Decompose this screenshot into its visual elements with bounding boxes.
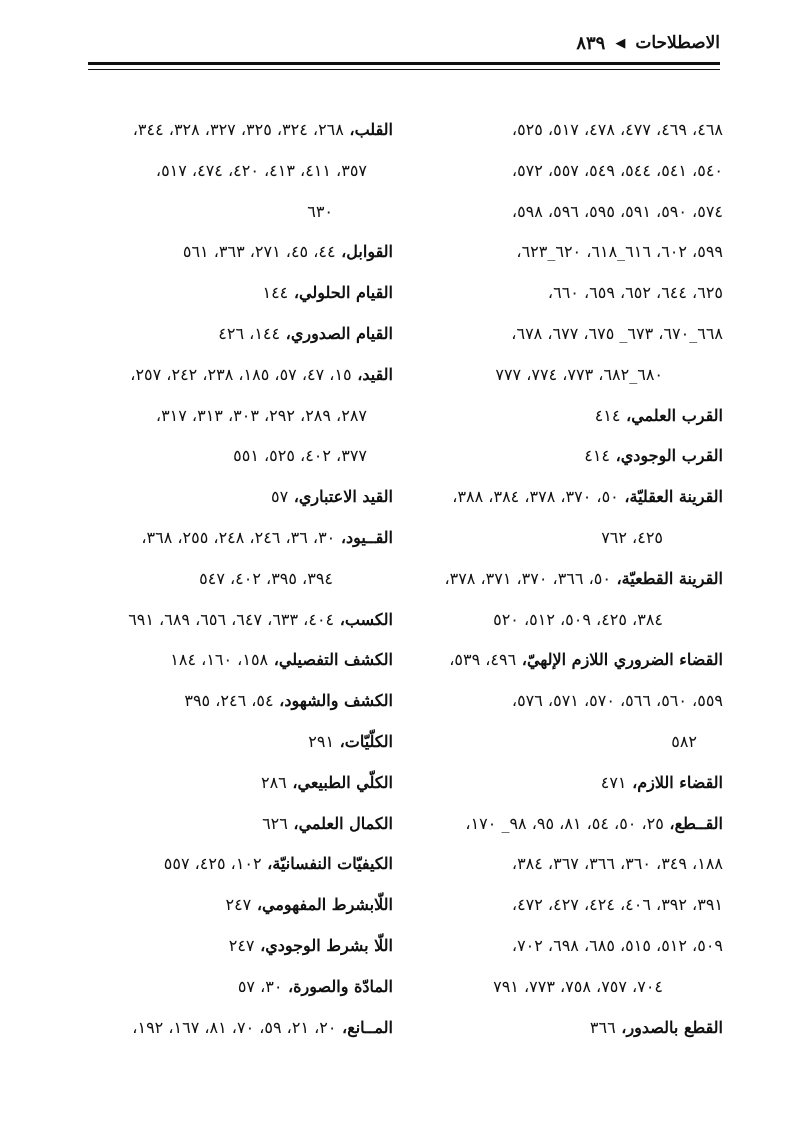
header-rule-thin: [88, 69, 720, 70]
page-references: ٦٦٨_٦٧٠، ٦٧٣_ ٦٧٥، ٦٧٧، ٦٧٨،: [511, 323, 723, 343]
index-entry: [84, 804, 393, 845]
page-references: ٣٨٤، ٤٢٥، ٥٠٩، ٥١٢، ٥٢٠: [493, 609, 663, 629]
index-entry: [84, 844, 393, 885]
index-term: المادّة والصورة،: [282, 976, 393, 996]
index-column-left: [84, 110, 393, 1048]
index-column-right: [432, 110, 723, 1048]
index-entry-continuation: [432, 600, 723, 641]
page-references: ٣٠، ٣٦، ٢٤٦، ٢٤٨، ٢٥٥، ٣٦٨،: [141, 527, 336, 547]
index-term: الكسب،: [334, 609, 393, 629]
index-entry: [432, 804, 723, 845]
index-entry-continuation: [432, 355, 723, 396]
index-term: الكشف والشهود،: [273, 691, 393, 711]
page-references: ٤٧١: [600, 772, 627, 792]
index-entry: [84, 477, 393, 518]
page-references: ٤١٤: [584, 446, 610, 466]
page-references: ٥٧: [270, 487, 289, 507]
index-entry-continuation: [432, 192, 723, 233]
index-term: القطع بالصدور،: [615, 1017, 723, 1037]
page-references: ٤٦٨، ٤٦٩، ٤٧٧، ٤٧٨، ٥١٧، ٥٢٥،: [511, 120, 723, 139]
index-entry: [84, 640, 393, 681]
page-references: ٣٩١، ٣٩٢، ٤٠٦، ٤٢٤، ٤٢٧، ٤٧٢،: [511, 895, 723, 915]
page-references: ٦٢٥، ٦٤٤، ٦٥٢، ٦٥٩، ٦٦٠،: [547, 283, 723, 303]
page-references: ١٤٤، ٤٢٦: [218, 323, 281, 343]
index-term: اللّابشرط المفهومي،: [251, 895, 393, 915]
index-entry: [432, 763, 723, 804]
index-term: القيد،: [351, 364, 393, 384]
index-entry: [432, 1008, 723, 1049]
page-references: ٦٢٦: [262, 813, 288, 833]
page-references: ٣٦٦: [589, 1017, 616, 1037]
index-entry-continuation: [432, 273, 723, 314]
index-entry: [84, 763, 393, 804]
index-entry-continuation: [432, 110, 723, 151]
running-header: [88, 28, 720, 58]
page-references: ٢٨٦: [260, 772, 287, 792]
index-entry: [84, 355, 393, 396]
page-references: ٧٠٤، ٧٥٧، ٧٥٨، ٧٧٣، ٧٩١: [493, 976, 663, 996]
index-entry: [84, 232, 393, 273]
index-term: القيد الاعتباري،: [288, 487, 393, 507]
page-references: ٢٥، ٥٠، ٥٤، ٨١، ٩٥، ٩٨_ ١٧٠،: [465, 813, 664, 833]
index-term: القــيود،: [335, 527, 393, 547]
index-term: القيام الحلولي،: [288, 283, 393, 303]
index-term: القرب الوجودي،: [610, 446, 723, 466]
index-term: القضاء الضروري اللازم الإلهيّ،: [516, 650, 723, 670]
index-term: الكشف التفصيلي،: [268, 650, 393, 670]
index-entry-continuation: [84, 559, 393, 600]
index-entry: [432, 396, 723, 437]
index-entry-continuation: [432, 722, 723, 763]
index-entry: [84, 967, 393, 1008]
index-entry-continuation: [432, 844, 723, 885]
page-references: ٥٠، ٣٧٠، ٣٧٨، ٣٨٤، ٣٨٨،: [452, 487, 619, 507]
index-entry-continuation: [84, 151, 393, 192]
page-references: ٥٠٩، ٥١٢، ٥١٥، ٦٨٥، ٦٩٨، ٧٠٢،: [511, 935, 723, 955]
page-references: ٣٥٧، ٤١١، ٤١٣، ٤٢٠، ٤٧٤، ٥١٧،: [155, 160, 367, 180]
page-references: ٥٠، ٣٦٦، ٣٧٠، ٣٧١، ٣٧٨،: [444, 568, 611, 588]
page-references: ١٠٢، ٤٢٥، ٥٥٧: [163, 854, 262, 874]
page-references: ٢٨٧، ٢٨٩، ٢٩٢، ٣٠٣، ٣١٣، ٣١٧،: [155, 405, 367, 425]
index-entry: [84, 722, 393, 763]
index-entry-continuation: [432, 681, 723, 722]
index-term: الكمال العلمي،: [287, 813, 393, 833]
index-term: القلب،: [343, 120, 393, 139]
index-entry-continuation: [432, 151, 723, 192]
page-references: ٤٢٥، ٧٦٢: [601, 527, 663, 547]
index-entry: [84, 885, 393, 926]
header-rule-thick: [88, 62, 720, 65]
index-entry: [84, 273, 393, 314]
page-references: ٢٤٧: [225, 895, 252, 915]
page-references: ٦٨٠_٦٨٢، ٧٧٣، ٧٧٤، ٧٧٧: [495, 364, 663, 384]
index-entry: [84, 600, 393, 641]
index-entry: [84, 926, 393, 967]
page-references: ٤٩٦، ٥٣٩،: [449, 650, 517, 670]
index-term: الكلّي الطبيعي،: [286, 772, 393, 792]
page-references: ١٥٨، ١٦٠، ١٨٤: [170, 650, 269, 670]
index-entry-continuation: [432, 314, 723, 355]
index-entry: [84, 518, 393, 559]
index-entry: [432, 477, 723, 518]
page-references: ٢٩١: [308, 731, 335, 751]
index-entry-continuation: [432, 518, 723, 559]
left-triangle-icon: ◀: [615, 35, 626, 51]
page-references: ٥٥٩، ٥٦٠، ٥٦٦، ٥٧٠، ٥٧١، ٥٧٦،: [511, 691, 723, 711]
index-entry-continuation: [432, 926, 723, 967]
index-entry: [84, 1008, 393, 1049]
index-entry-continuation: [432, 232, 723, 273]
header-title: الاصطلاحات: [635, 33, 720, 53]
index-entry-continuation: [432, 967, 723, 1008]
index-entry: [84, 681, 393, 722]
page-references: ١٥، ٤٧، ٥٧، ١٨٥، ٢٣٨، ٢٤٢، ٢٥٧،: [130, 364, 352, 384]
index-entry: [84, 314, 393, 355]
index-term: القرب العلمي،: [620, 405, 723, 425]
index-term: القيام الصدوري،: [280, 323, 393, 343]
index-entry-continuation: [84, 192, 393, 233]
page-references: ٥٧٤، ٥٩٠، ٥٩١، ٥٩٥، ٥٩٦، ٥٩٨،: [511, 201, 723, 221]
index-term: القرينة العقليّة،: [618, 487, 723, 507]
index-term: اللّا بشرط الوجودي،: [254, 935, 393, 955]
index-entry: [432, 436, 723, 477]
page-references: ٤١٤: [594, 405, 621, 425]
page-references: ١٨٨، ٣٤٩، ٣٦٠، ٣٦٦، ٣٦٧، ٣٨٤،: [511, 854, 723, 874]
page-references: ٢٦٨، ٣٢٤، ٣٢٥، ٣٢٧، ٣٢٨، ٣٤٤،: [132, 120, 344, 139]
page-references: ٥٩٩، ٦٠٢، ٦١٦_٦١٨، ٦٢٠_٦٢٣،: [516, 242, 723, 262]
page-references: ٢٠، ٢١، ٥٩، ٧٠، ٨١، ١٦٧، ١٩٢،: [132, 1017, 337, 1037]
index-entry-continuation: [432, 885, 723, 926]
page-number: ٨٣٩: [576, 32, 606, 54]
index-entry: [432, 640, 723, 681]
index-entry-continuation: [84, 396, 393, 437]
page-references: ٥٨٢: [671, 731, 697, 751]
index-term: القــطع،: [663, 813, 723, 833]
page-references: ١٤٤: [262, 283, 289, 303]
page-references: ٦٣٠: [307, 201, 333, 221]
index-entry-continuation: [84, 436, 393, 477]
page-references: ٤٠٤، ٦٣٣، ٦٤٧، ٦٥٦، ٦٨٩، ٦٩١: [128, 609, 335, 629]
index-entry: [84, 110, 393, 151]
page-references: ٤٤، ٤٥، ٢٧١، ٣٦٣، ٥٦١: [182, 242, 336, 262]
index-term: القرينة القطعيّة،: [610, 568, 723, 588]
index-term: الكيفيّات النفسانيّة،: [261, 854, 393, 874]
index-term: الكلّيّات،: [334, 731, 393, 751]
page-references: ٣٠، ٥٧: [237, 976, 283, 996]
index-term: المــانع،: [336, 1017, 393, 1037]
page-references: ٣٩٤، ٣٩٥، ٤٠٢، ٥٤٧: [199, 568, 333, 588]
index-term: القضاء اللازم،: [626, 772, 723, 792]
page-references: ٥٤، ٢٤٦، ٣٩٥: [184, 691, 274, 711]
page-references: ٢٤٧: [228, 935, 255, 955]
index-entry: [432, 559, 723, 600]
index-term: القوابل،: [335, 242, 393, 262]
page-references: ٣٧٧، ٤٠٢، ٥٢٥، ٥٥١: [233, 446, 367, 466]
page-references: ٥٤٠، ٥٤١، ٥٤٤، ٥٤٩، ٥٥٧، ٥٧٢،: [511, 160, 723, 180]
